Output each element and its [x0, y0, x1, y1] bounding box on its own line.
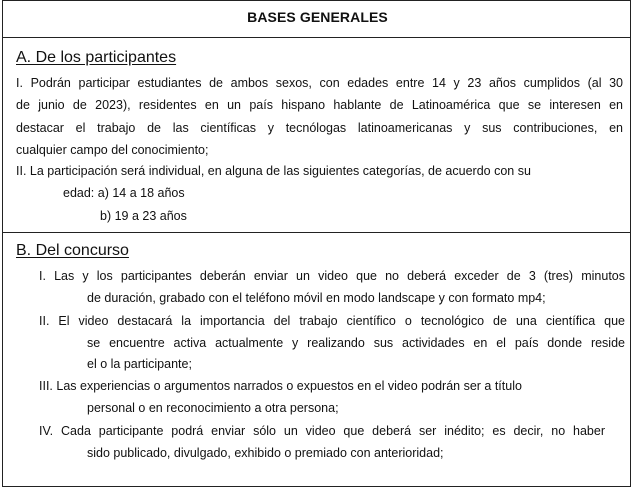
section-b-heading: B. Del concurso [16, 242, 129, 259]
section-b-line-6: III. Las experiencias o argumentos narrados o expuestos en el video podrán ser a título [39, 379, 522, 393]
section-b-line-1: I. Las y los participantes deberán enviar un video que no deberá exceder de 3 (tres) minutos [39, 269, 625, 283]
section-b-line-8: IV. Cada participante podrá enviar sólo un video que deberá ser inédito; es decir, no haber [39, 424, 605, 438]
section-a-line-3: destacar el trabajo de las científicas y tecnólogas latinoamericanas y sus contribuciones, en [16, 121, 623, 135]
section-a-line-1: I. Podrán participar estudiantes de ambos sexos, con edades entre 14 y 23 años cumplidos (al 30 [16, 76, 623, 90]
section-b-line-3: II. El video destacará la importancia del trabajo científico o tecnológico de una científica que [39, 314, 625, 328]
document-title: BASES GENERALES [247, 9, 388, 25]
section-a-line-4: cualquier campo del conocimiento; [16, 143, 209, 157]
section-a-heading: A. De los participantes [16, 49, 177, 66]
section-b-line-7: personal o en reconocimiento a otra persona; [87, 401, 339, 415]
section-b-line-4: se encuentre activa actualmente y realizando sus actividades en el país donde reside [87, 336, 625, 350]
section-b-line-9: sido publicado, divulgado, exhibido o premiado con anterioridad; [87, 446, 444, 460]
section-a-line-2: de junio de 2023), residentes en un país hispano hablante de Latinoamérica que se interesen en [16, 98, 623, 112]
section-a-line-7: b) 19 a 23 años [100, 209, 187, 223]
section-b-line-2: de duración, grabado con el teléfono móvil en modo landscape y con formato mp4; [87, 291, 546, 305]
title-divider [2, 37, 631, 38]
section-a-line-6: edad: a) 14 a 18 años [63, 186, 185, 200]
section-b-line-5: el o la participante; [87, 357, 192, 371]
section-a-line-5: II. La participación será individual, en alguna de las siguientes categorías, de acuerdo con su [16, 164, 531, 178]
section-divider [2, 232, 631, 233]
